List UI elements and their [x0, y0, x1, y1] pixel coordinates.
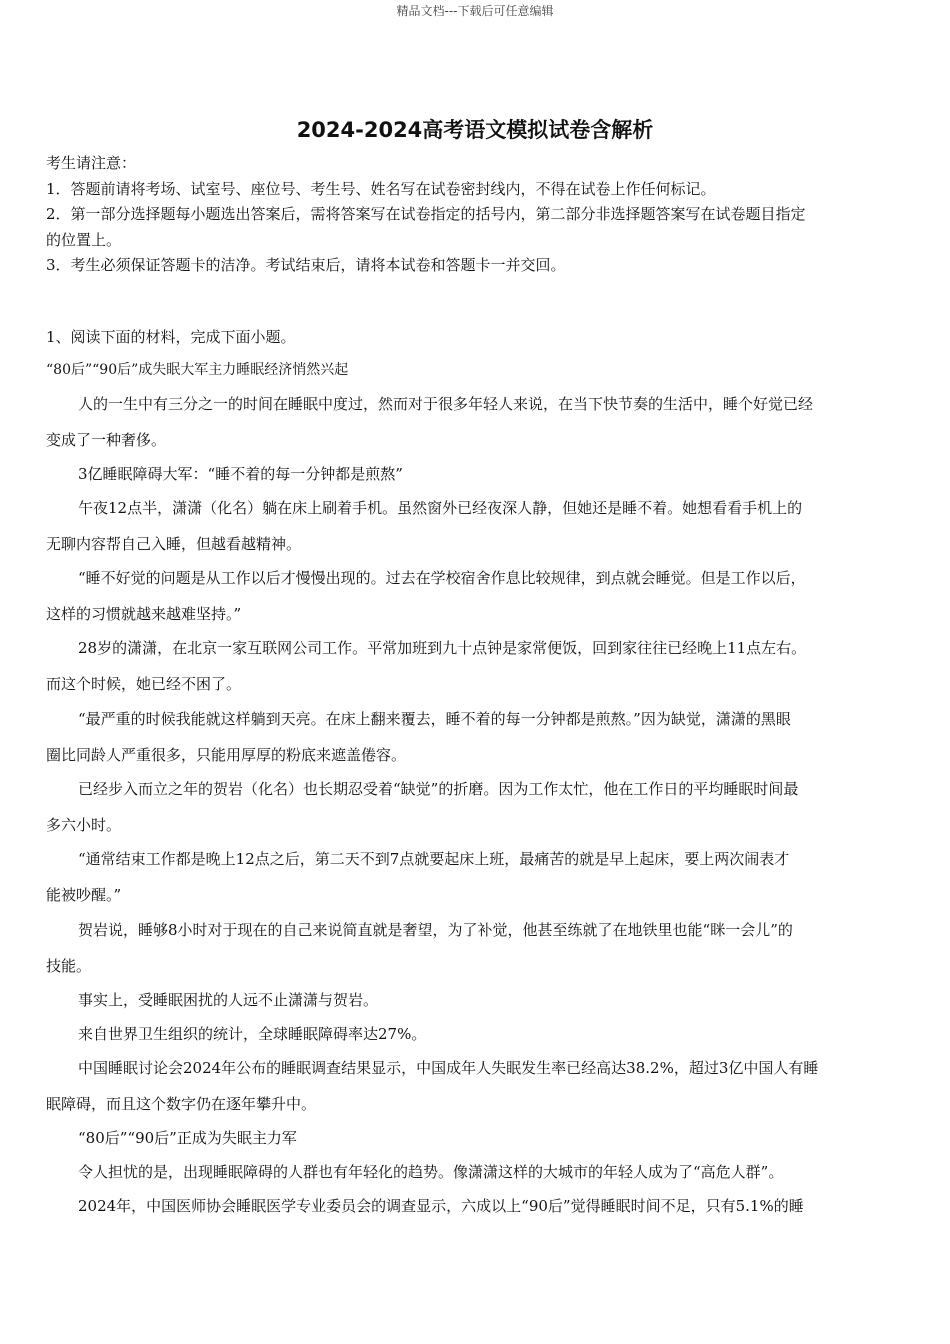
article-subheading: “80后”“90后”正成为失眠主力军	[78, 1129, 297, 1147]
article-line: 2024年，中国医师协会睡眠医学专业委员会的调查显示，六成以上“90后”觉得睡眠时间不足，只有5.1%的睡	[78, 1197, 804, 1215]
article-line: 中国睡眠讨论会2024年公布的睡眠调查结果显示，中国成年人失眠发生率已经高达38.2%，超过3亿中国人有睡	[78, 1059, 819, 1077]
article-line: 能被吵醒。”	[46, 886, 122, 904]
article-line: 技能。	[46, 957, 92, 975]
notice-item: 1．答题前请将考场、试室号、座位号、考生号、姓名写在试卷密封线内，不得在试卷上作任何标记。	[46, 179, 716, 198]
article-line: “最严重的时候我能就这样躺到天亮。在床上翻来覆去，睡不着的每一分钟都是煎熬。”因为缺觉，潇潇的黑眼	[78, 710, 791, 728]
article-line: 变成了一种奢侈。	[46, 431, 167, 449]
notice-item: 的位置上。	[46, 230, 122, 249]
article-line: 令人担忧的是，出现睡眠障碍的人群也有年轻化的趋势。像潇潇这样的大城市的年轻人成为了“高危人群”。	[78, 1163, 784, 1181]
notice-block	[46, 151, 906, 279]
article-line: 来自世界卫生组织的统计，全球睡眠障碍率达27%。	[78, 1025, 427, 1043]
article-line: 圈比同龄人严重很多，只能用厚厚的粉底来遮盖倦容。	[46, 746, 407, 764]
article-line: 午夜12点半，潇潇（化名）躺在床上刷着手机。虽然窗外已经夜深人静，但她还是睡不着。她想看看手机上的	[78, 499, 803, 517]
article-title: “80后”“90后”成失眠大军主力睡眠经济悄然兴起	[46, 362, 349, 378]
article-subheading: 3亿睡眠障碍大军：“睡不着的每一分钟都是煎熬”	[78, 465, 403, 483]
article-line: 多六小时。	[46, 816, 122, 834]
article-line: 28岁的潇潇，在北京一家互联网公司工作。平常加班到九十点钟是家常便饭，回到家往往已经晚上11点左右。	[78, 639, 807, 657]
document-title: 2024-2024高考语文模拟试卷含解析	[296, 118, 654, 142]
page-header: 精品文档---下载后可任意编辑	[396, 4, 554, 18]
article-line: 贺岩说，睡够8小时对于现在的自己来说简直就是奢望，为了补觉，他甚至练就了在地铁里也能“眯一会儿”的	[78, 921, 793, 939]
article-line: 而这个时候，她已经不困了。	[46, 675, 242, 693]
article-line: “通常结束工作都是晚上12点之后，第二天不到7点就要起床上班，最痛苦的就是早上起床，要上两次闹表才	[78, 850, 790, 868]
article-line: 这样的习惯就越来越难坚持。”	[46, 605, 242, 623]
article-line: 已经步入而立之年的贺岩（化名）也长期忍受着“缺觉”的折磨。因为工作太忙，他在工作日的平均睡眠时间最	[78, 780, 799, 798]
article-line: 事实上，受睡眠困扰的人远不止潇潇与贺岩。	[78, 991, 379, 1009]
notice-item: 3．考生必须保证答题卡的洁净。考试结束后，请将本试卷和答题卡一并交回。	[46, 256, 566, 274]
article-line: 无聊内容帮自己入睡，但越看越精神。	[46, 535, 302, 553]
notice-heading: 考生请注意：	[46, 154, 137, 172]
article-line: 眠障碍，而且这个数字仍在逐年攀升中。	[46, 1095, 317, 1113]
article-line: “睡不好觉的问题是从工作以后才慢慢出现的。过去在学校宿舍作息比较规律，到点就会睡觉。但是工作以后，	[78, 569, 806, 587]
notice-item: 2．第一部分选择题每小题选出答案后，需将答案写在试卷指定的括号内，第二部分非选择题答案写在试卷题目指定	[46, 205, 806, 223]
question-prompt: 1、阅读下面的材料，完成下面小题。	[46, 328, 296, 346]
article-line: 人的一生中有三分之一的时间在睡眠中度过，然而对于很多年轻人来说，在当下快节奏的生活中，睡个好觉已经	[78, 395, 814, 413]
